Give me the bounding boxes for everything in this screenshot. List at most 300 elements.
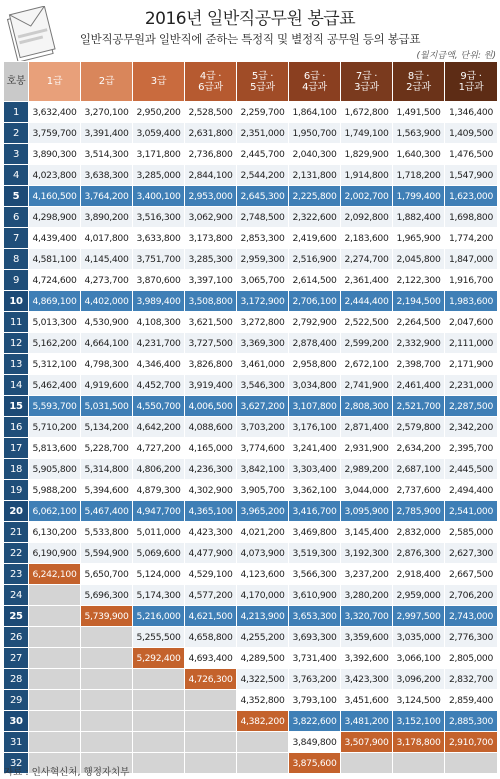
column-header-line: 4급 · — [199, 70, 222, 82]
table-row — [4, 291, 498, 312]
column-header-line: 6급과 — [198, 81, 223, 93]
salary-cell: 3,062,900 — [185, 207, 237, 228]
salary-cell: 2,832,700 — [445, 669, 498, 690]
column-header-line: 6급 · — [303, 70, 326, 82]
table-row — [4, 417, 498, 438]
salary-cell — [237, 753, 289, 774]
salary-cell: 5,650,700 — [81, 564, 133, 585]
salary-cell: 5,696,300 — [81, 585, 133, 606]
salary-cell: 4,581,100 — [29, 249, 81, 270]
table-row — [4, 627, 498, 648]
step-number: 23 — [4, 564, 29, 585]
header-row — [4, 62, 498, 102]
salary-cell: 2,706,100 — [289, 291, 341, 312]
salary-cell: 2,183,600 — [341, 228, 393, 249]
salary-cell: 3,320,700 — [341, 606, 393, 627]
salary-cell: 4,879,300 — [133, 480, 185, 501]
salary-cell: 4,006,500 — [185, 396, 237, 417]
salary-cell: 3,270,100 — [81, 102, 133, 123]
salary-cell: 2,445,700 — [237, 144, 289, 165]
salary-cell: 4,298,900 — [29, 207, 81, 228]
salary-cell: 3,423,300 — [341, 669, 393, 690]
salary-cell: 2,687,100 — [393, 459, 445, 480]
salary-cell: 3,152,100 — [393, 711, 445, 732]
table-row — [4, 186, 498, 207]
salary-cell: 3,303,400 — [289, 459, 341, 480]
salary-cell: 2,853,300 — [237, 228, 289, 249]
salary-cell: 1,914,800 — [341, 165, 393, 186]
salary-cell: 6,190,900 — [29, 543, 81, 564]
salary-cell: 2,122,300 — [393, 270, 445, 291]
salary-cell — [81, 690, 133, 711]
salary-cell: 3,400,100 — [133, 186, 185, 207]
salary-cell: 2,599,200 — [341, 333, 393, 354]
column-header-line: 1급과 — [458, 81, 484, 93]
salary-cell: 3,171,800 — [133, 144, 185, 165]
salary-cell: 3,124,500 — [393, 690, 445, 711]
salary-cell: 3,989,400 — [133, 291, 185, 312]
salary-cell: 6,130,200 — [29, 522, 81, 543]
salary-cell: 2,264,500 — [393, 312, 445, 333]
salary-cell: 3,546,300 — [237, 375, 289, 396]
salary-cell: 3,507,900 — [341, 732, 393, 753]
salary-cell: 3,044,000 — [341, 480, 393, 501]
salary-cell: 5,013,300 — [29, 312, 81, 333]
salary-cell: 3,774,600 — [237, 438, 289, 459]
table-row — [4, 585, 498, 606]
salary-cell: 4,021,200 — [237, 522, 289, 543]
step-number: 4 — [4, 165, 29, 186]
salary-cell: 2,645,300 — [237, 186, 289, 207]
salary-cell: 1,983,600 — [445, 291, 498, 312]
salary-cell: 5,216,000 — [133, 606, 185, 627]
salary-cell: 2,832,000 — [393, 522, 445, 543]
salary-cell: 2,395,700 — [445, 438, 498, 459]
salary-cell: 2,579,800 — [393, 417, 445, 438]
table-row — [4, 354, 498, 375]
salary-cell: 3,065,700 — [237, 270, 289, 291]
column-header-line: 9급 · — [460, 70, 482, 82]
salary-cell: 5,710,200 — [29, 417, 81, 438]
salary-cell: 4,869,100 — [29, 291, 81, 312]
salary-cell: 2,544,200 — [237, 165, 289, 186]
table-row — [4, 270, 498, 291]
salary-cell: 3,514,300 — [81, 144, 133, 165]
salary-cell: 2,931,900 — [341, 438, 393, 459]
salary-cell — [133, 753, 185, 774]
salary-cell: 3,764,200 — [81, 186, 133, 207]
salary-cell: 6,242,100 — [29, 564, 81, 585]
salary-cell: 5,813,600 — [29, 438, 81, 459]
salary-cell: 2,111,000 — [445, 333, 498, 354]
table-row — [4, 543, 498, 564]
column-header — [445, 62, 498, 102]
salary-cell: 2,419,600 — [289, 228, 341, 249]
salary-cell: 5,988,200 — [29, 480, 81, 501]
salary-cell: 4,231,700 — [133, 333, 185, 354]
salary-cell: 5,124,000 — [133, 564, 185, 585]
column-header-line: 5급 · — [251, 70, 274, 82]
salary-cell: 2,953,000 — [185, 186, 237, 207]
page-title: 2016년 일반직공무원 봉급표 — [144, 9, 356, 29]
salary-cell: 1,491,500 — [393, 102, 445, 123]
table-row — [4, 375, 498, 396]
step-number: 16 — [4, 417, 29, 438]
salary-cell — [29, 690, 81, 711]
step-number: 22 — [4, 543, 29, 564]
salary-cell: 1,698,800 — [445, 207, 498, 228]
table-row — [4, 480, 498, 501]
salary-cell — [185, 690, 237, 711]
salary-cell: 2,351,000 — [237, 123, 289, 144]
table-row — [4, 102, 498, 123]
salary-cell: 3,763,200 — [289, 669, 341, 690]
salary-cell: 4,423,300 — [185, 522, 237, 543]
unit-note: (월지급액, 단위: 원) — [416, 51, 496, 61]
salary-cell: 3,397,100 — [185, 270, 237, 291]
salary-cell: 5,162,200 — [29, 333, 81, 354]
salary-cell: 3,731,400 — [289, 648, 341, 669]
salary-cell: 3,095,900 — [341, 501, 393, 522]
salary-cell: 5,467,400 — [81, 501, 133, 522]
salary-cell: 2,614,500 — [289, 270, 341, 291]
table-row — [4, 249, 498, 270]
salary-cell: 3,173,800 — [185, 228, 237, 249]
salary-cell — [237, 732, 289, 753]
salary-cell: 1,640,300 — [393, 144, 445, 165]
salary-cell: 1,476,500 — [445, 144, 498, 165]
salary-cell: 2,748,500 — [237, 207, 289, 228]
column-header — [133, 62, 185, 102]
salary-cell: 5,593,700 — [29, 396, 81, 417]
salary-cell: 5,739,900 — [81, 606, 133, 627]
step-number: 5 — [4, 186, 29, 207]
salary-cell: 3,285,000 — [133, 165, 185, 186]
salary-cell: 2,585,000 — [445, 522, 498, 543]
column-header — [81, 62, 133, 102]
salary-cell: 5,228,700 — [81, 438, 133, 459]
salary-cell: 3,392,600 — [341, 648, 393, 669]
salary-cell: 1,563,900 — [393, 123, 445, 144]
salary-cell: 1,774,200 — [445, 228, 498, 249]
column-header-line: 8급 · — [407, 70, 430, 82]
salary-cell: 2,736,800 — [185, 144, 237, 165]
salary-cell: 3,145,400 — [341, 522, 393, 543]
salary-cell: 1,409,500 — [445, 123, 498, 144]
salary-cell: 4,452,700 — [133, 375, 185, 396]
salary-cell: 4,621,500 — [185, 606, 237, 627]
table-row — [4, 501, 498, 522]
salary-cell: 5,134,200 — [81, 417, 133, 438]
salary-cell: 2,859,400 — [445, 690, 498, 711]
salary-cell — [445, 753, 498, 774]
salary-cell: 4,145,400 — [81, 249, 133, 270]
table-row — [4, 459, 498, 480]
step-number: 10 — [4, 291, 29, 312]
salary-cell: 2,541,000 — [445, 501, 498, 522]
salary-cell: 2,785,900 — [393, 501, 445, 522]
salary-cell: 2,959,300 — [237, 249, 289, 270]
salary-cell: 5,031,500 — [81, 396, 133, 417]
salary-cell: 1,864,100 — [289, 102, 341, 123]
salary-cell: 2,522,500 — [341, 312, 393, 333]
salary-cell: 4,352,800 — [237, 690, 289, 711]
salary-cell: 3,508,800 — [185, 291, 237, 312]
salary-cell: 5,533,800 — [81, 522, 133, 543]
step-number: 2 — [4, 123, 29, 144]
salary-cell: 3,362,100 — [289, 480, 341, 501]
column-header — [289, 62, 341, 102]
salary-cell: 2,997,500 — [393, 606, 445, 627]
step-number: 19 — [4, 480, 29, 501]
salary-cell: 3,516,300 — [133, 207, 185, 228]
step-number: 17 — [4, 438, 29, 459]
salary-cell: 2,361,400 — [341, 270, 393, 291]
salary-cell: 3,842,100 — [237, 459, 289, 480]
salary-cell: 2,444,400 — [341, 291, 393, 312]
salary-cell: 2,398,700 — [393, 354, 445, 375]
salary-cell: 3,633,800 — [133, 228, 185, 249]
salary-cell: 3,965,200 — [237, 501, 289, 522]
salary-cell — [133, 669, 185, 690]
table-row — [4, 144, 498, 165]
table-row — [4, 333, 498, 354]
salary-cell: 3,870,600 — [133, 270, 185, 291]
salary-cell: 4,642,200 — [133, 417, 185, 438]
salary-cell: 3,178,800 — [393, 732, 445, 753]
step-number: 28 — [4, 669, 29, 690]
salary-cell: 4,365,100 — [185, 501, 237, 522]
step-number: 24 — [4, 585, 29, 606]
salary-cell: 4,530,900 — [81, 312, 133, 333]
step-number: 20 — [4, 501, 29, 522]
salary-cell: 4,577,200 — [185, 585, 237, 606]
salary-cell: 2,342,200 — [445, 417, 498, 438]
salary-cell: 3,034,800 — [289, 375, 341, 396]
salary-cell: 4,346,400 — [133, 354, 185, 375]
salary-cell: 1,799,400 — [393, 186, 445, 207]
page-subtitle: 일반직공무원과 일반직에 준하는 특정직 및 별정직 공무원 등의 봉급표 — [79, 32, 421, 46]
salary-cell: 4,017,800 — [81, 228, 133, 249]
salary-cell: 3,610,900 — [289, 585, 341, 606]
salary-cell: 3,890,200 — [81, 207, 133, 228]
salary-cell — [133, 732, 185, 753]
salary-cell: 2,274,700 — [341, 249, 393, 270]
step-number: 27 — [4, 648, 29, 669]
salary-cell — [185, 732, 237, 753]
salary-cell: 2,225,800 — [289, 186, 341, 207]
salary-cell: 3,693,300 — [289, 627, 341, 648]
salary-cell: 4,382,200 — [237, 711, 289, 732]
salary-cell: 4,726,300 — [185, 669, 237, 690]
salary-cell: 4,302,900 — [185, 480, 237, 501]
salary-cell: 2,989,200 — [341, 459, 393, 480]
salary-cell — [341, 753, 393, 774]
salary-cell: 4,088,600 — [185, 417, 237, 438]
salary-cell: 4,550,700 — [133, 396, 185, 417]
salary-cell: 2,259,700 — [237, 102, 289, 123]
table-row — [4, 690, 498, 711]
salary-cell: 3,875,600 — [289, 753, 341, 774]
column-header-line: 2급과 — [406, 81, 431, 93]
column-header-line: 3급 — [150, 76, 167, 87]
salary-cell: 3,751,700 — [133, 249, 185, 270]
salary-cell: 3,241,400 — [289, 438, 341, 459]
table-row — [4, 522, 498, 543]
salary-cell: 2,528,500 — [185, 102, 237, 123]
salary-cell: 4,727,200 — [133, 438, 185, 459]
salary-cell: 3,727,500 — [185, 333, 237, 354]
salary-cell: 3,237,200 — [341, 564, 393, 585]
salary-cell: 5,174,300 — [133, 585, 185, 606]
salary-cell: 1,950,700 — [289, 123, 341, 144]
salary-cell: 5,594,900 — [81, 543, 133, 564]
salary-cell: 4,236,300 — [185, 459, 237, 480]
salary-cell: 4,160,500 — [29, 186, 81, 207]
salary-table-body — [4, 102, 498, 774]
salary-cell: 2,521,700 — [393, 396, 445, 417]
salary-cell — [133, 711, 185, 732]
column-header — [185, 62, 237, 102]
salary-cell: 2,959,000 — [393, 585, 445, 606]
column-header-line: 3급과 — [354, 81, 379, 93]
salary-cell: 4,170,000 — [237, 585, 289, 606]
salary-cell: 5,314,800 — [81, 459, 133, 480]
salary-cell: 4,477,900 — [185, 543, 237, 564]
salary-cell: 4,693,400 — [185, 648, 237, 669]
salary-cell: 3,192,300 — [341, 543, 393, 564]
table-row — [4, 123, 498, 144]
salary-cell: 4,213,900 — [237, 606, 289, 627]
salary-cell: 2,844,100 — [185, 165, 237, 186]
salary-cell: 4,947,700 — [133, 501, 185, 522]
step-number: 9 — [4, 270, 29, 291]
salary-cell: 3,416,700 — [289, 501, 341, 522]
salary-cell: 4,724,600 — [29, 270, 81, 291]
salary-cell: 4,322,500 — [237, 669, 289, 690]
step-number: 8 — [4, 249, 29, 270]
column-header — [29, 62, 81, 102]
salary-cell: 3,176,100 — [289, 417, 341, 438]
salary-cell: 2,918,400 — [393, 564, 445, 585]
salary-cell: 3,461,000 — [237, 354, 289, 375]
salary-cell: 3,369,300 — [237, 333, 289, 354]
table-row — [4, 732, 498, 753]
salary-cell: 4,289,500 — [237, 648, 289, 669]
salary-cell: 3,280,200 — [341, 585, 393, 606]
salary-cell — [81, 732, 133, 753]
salary-cell: 4,798,300 — [81, 354, 133, 375]
salary-cell: 2,743,000 — [445, 606, 498, 627]
salary-cell: 2,910,700 — [445, 732, 498, 753]
column-header-line: 2급 — [98, 76, 115, 87]
salary-cell: 3,096,200 — [393, 669, 445, 690]
salary-cell — [81, 711, 133, 732]
column-header — [393, 62, 445, 102]
salary-cell: 5,905,800 — [29, 459, 81, 480]
salary-cell: 2,047,600 — [445, 312, 498, 333]
salary-cell: 3,890,300 — [29, 144, 81, 165]
salary-cell: 2,516,900 — [289, 249, 341, 270]
column-header-line: 호봉 — [6, 76, 26, 87]
salary-cell: 1,672,800 — [341, 102, 393, 123]
table-row — [4, 564, 498, 585]
salary-cell: 1,882,400 — [393, 207, 445, 228]
salary-cell: 2,878,400 — [289, 333, 341, 354]
table-row — [4, 396, 498, 417]
table-row — [4, 648, 498, 669]
salary-cell: 5,312,100 — [29, 354, 81, 375]
salary-cell: 3,849,800 — [289, 732, 341, 753]
column-header-line: 7급 · — [355, 70, 378, 82]
salary-cell: 2,627,300 — [445, 543, 498, 564]
salary-cell: 2,231,000 — [445, 375, 498, 396]
column-header-line: 4급과 — [302, 81, 327, 93]
salary-cell: 2,950,200 — [133, 102, 185, 123]
step-number: 30 — [4, 711, 29, 732]
salary-cell — [29, 648, 81, 669]
salary-cell — [185, 711, 237, 732]
salary-cell: 2,171,900 — [445, 354, 498, 375]
salary-cell: 5,255,500 — [133, 627, 185, 648]
salary-cell: 1,346,400 — [445, 102, 498, 123]
salary-cell: 5,394,600 — [81, 480, 133, 501]
table-row — [4, 207, 498, 228]
salary-cell — [29, 585, 81, 606]
salary-cell: 4,023,800 — [29, 165, 81, 186]
salary-cell: 4,073,900 — [237, 543, 289, 564]
salary-cell: 3,391,400 — [81, 123, 133, 144]
salary-cell: 3,653,300 — [289, 606, 341, 627]
salary-cell: 3,759,700 — [29, 123, 81, 144]
salary-cell: 3,519,300 — [289, 543, 341, 564]
salary-cell: 2,808,300 — [341, 396, 393, 417]
step-number: 3 — [4, 144, 29, 165]
salary-cell: 1,718,200 — [393, 165, 445, 186]
step-number: 12 — [4, 333, 29, 354]
salary-cell — [81, 648, 133, 669]
step-number: 31 — [4, 732, 29, 753]
salary-cell: 5,292,400 — [133, 648, 185, 669]
salary-cell: 2,045,800 — [393, 249, 445, 270]
salary-cell: 2,792,900 — [289, 312, 341, 333]
salary-cell: 2,741,900 — [341, 375, 393, 396]
salary-cell: 4,108,300 — [133, 312, 185, 333]
salary-cell: 4,658,800 — [185, 627, 237, 648]
salary-cell: 4,165,000 — [185, 438, 237, 459]
salary-cell: 3,793,100 — [289, 690, 341, 711]
salary-cell: 2,494,400 — [445, 480, 498, 501]
table-row — [4, 228, 498, 249]
table-row — [4, 669, 498, 690]
salary-cell: 1,829,900 — [341, 144, 393, 165]
salary-cell: 3,822,600 — [289, 711, 341, 732]
column-header — [341, 62, 393, 102]
table-row — [4, 165, 498, 186]
salary-cell: 1,623,000 — [445, 186, 498, 207]
salary-cell: 2,131,800 — [289, 165, 341, 186]
salary-cell: 4,255,200 — [237, 627, 289, 648]
salary-cell — [29, 732, 81, 753]
salary-cell — [133, 690, 185, 711]
step-number: 32 — [4, 753, 29, 774]
step-number: 21 — [4, 522, 29, 543]
step-number: 13 — [4, 354, 29, 375]
step-number: 6 — [4, 207, 29, 228]
column-header-line: 1급 — [46, 76, 63, 87]
salary-cell: 2,332,900 — [393, 333, 445, 354]
salary-cell: 3,035,000 — [393, 627, 445, 648]
